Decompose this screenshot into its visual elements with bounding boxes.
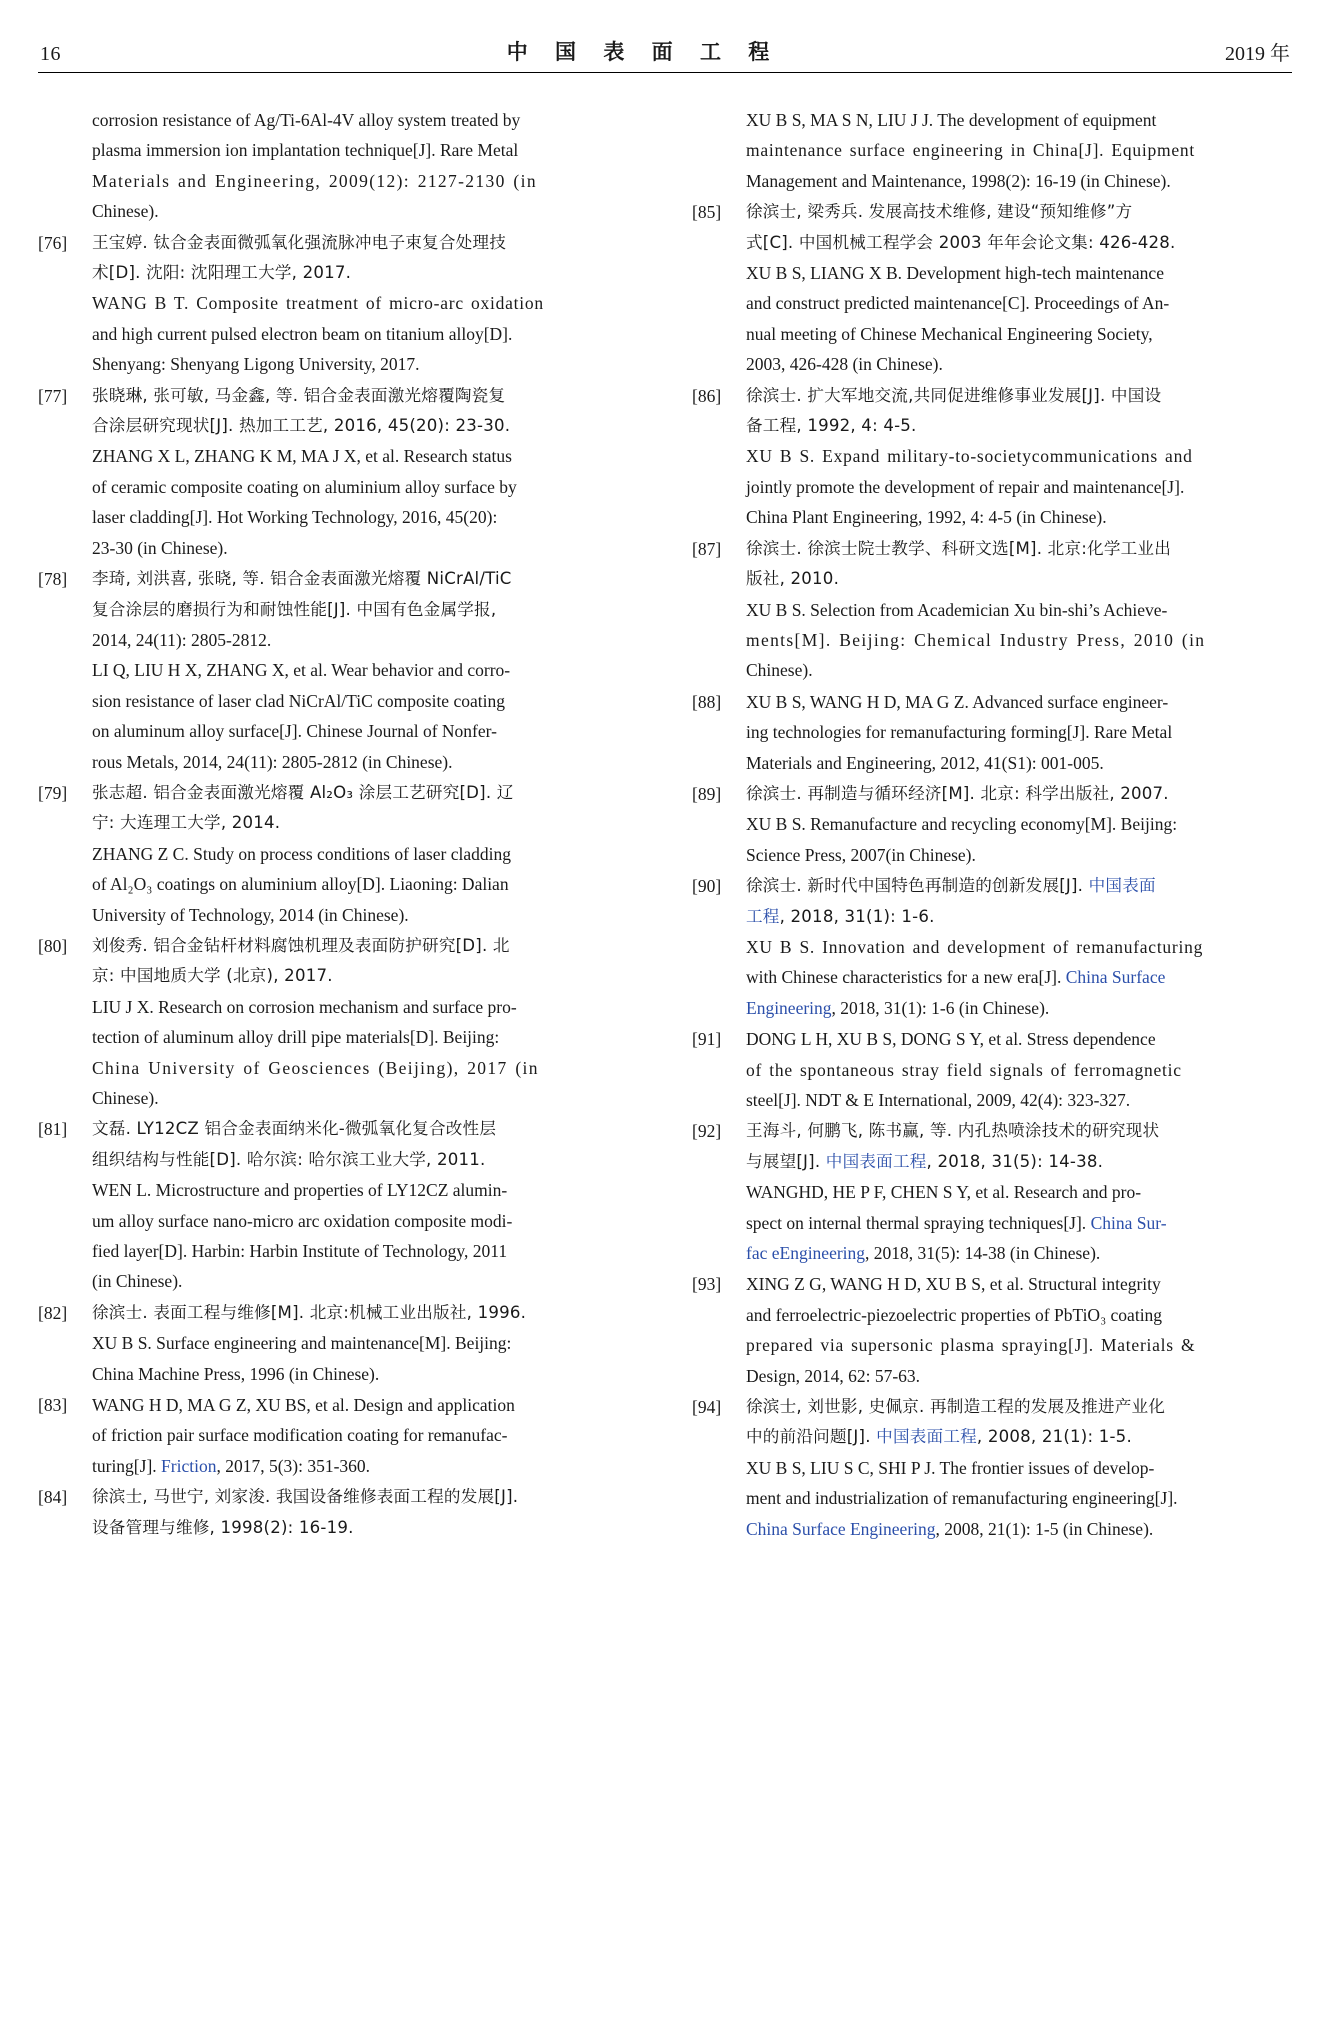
reference-line: ZHANG X L, ZHANG K M, MA J X, et al. Research status [92,446,512,467]
reference-entry [38,931,638,1113]
page-header [40,26,1290,66]
reference-line: 徐滨士, 刘世影, 史佩京. 再制造工程的发展及推进产业化 [746,1397,1166,1417]
reference-line: 京: 中国地质大学 (北京), 2017. [92,966,333,986]
reference-line [746,902,1292,932]
reference-body [92,778,638,930]
reference-line: Management and Maintenance, 1998(2): 16-19 (in Chinese). [746,170,1171,191]
reference-number: [90] [692,876,722,897]
reference-text: , 2017, 5(3): 351-360. [216,1455,371,1476]
reference-line [746,1422,1292,1452]
reference-line: 徐滨士. 表面工程与维修[M]. 北京:机械工业出版社, 1996. [92,1302,527,1322]
reference-line: of friction pair surface modification coating for remanufac- [92,1425,508,1446]
reference-line: XU B S. Expand military-to-societycommunications and [746,446,1193,467]
reference-text: spect on internal thermal spraying techniques[J]. [746,1212,1091,1233]
reference-number: [78] [38,569,68,590]
reference-number: [81] [38,1119,68,1140]
reference-line: and high current pulsed electron beam on titanium alloy[D]. [92,323,513,344]
reference-line: Materials and Engineering, 2012, 41(S1): 001-005. [746,752,1104,773]
reference-line [746,1238,1292,1268]
reference-line: 备工程, 1992, 4: 4-5. [746,416,917,436]
reference-line: fied layer[D]. Harbin: Harbin Institute of Technology, 2011 [92,1241,508,1262]
reference-number: [85] [692,202,722,223]
reference-line: 文磊. LY12CZ 铝合金表面纳米化-微弧氧化复合改性层 [92,1119,497,1139]
reference-line: um alloy surface nano-micro arc oxidation composite modi- [92,1210,513,1231]
right-column [692,105,1292,1999]
reference-line: WANGHD, HE P F, CHEN S Y, et al. Research and pro- [746,1182,1142,1203]
reference-number: [83] [38,1395,68,1416]
reference-line [746,1514,1292,1544]
reference-line: 2014, 24(11): 2805-2812. [92,629,272,650]
reference-number: [76] [38,232,68,253]
reference-line: 式[C]. 中国机械工程学会 2003 年年会论文集: 426-428. [746,232,1176,252]
reference-text: , 2018, 31(1): 1-6 (in Chinese). [831,997,1050,1018]
reference-line: XING Z G, WANG H D, XU B S, et al. Structural integrity [746,1274,1161,1295]
journal-link[interactable]: 中国表面 [1088,876,1156,896]
reference-line: Chinese). [92,1088,159,1108]
reference-text: 徐滨士. 新时代中国特色再制造的创新发展[J]. [746,876,1089,896]
reference-body [746,1116,1292,1268]
reference-line: 李琦, 刘洪喜, 张晓, 等. 铝合金表面激光熔覆 NiCrAl/TiC [92,569,512,589]
reference-number: [80] [38,935,68,956]
reference-number: [77] [38,385,68,406]
reference-line: Chinese). [746,660,813,681]
reference-body [92,381,638,563]
reference-line: Science Press, 2007(in Chinese). [746,844,976,865]
reference-line: (in Chinese). [92,1271,183,1292]
reference-entry [692,1116,1292,1268]
reference-body [746,534,1292,686]
reference-line: 术[D]. 沈阳: 沈阳理工大学, 2017. [92,263,352,283]
reference-line: XU B S. Selection from Academician Xu bin-shi’s Achieve- [746,599,1168,620]
reference-text: 中的前沿问题[J]. [746,1427,877,1447]
reference-entry [38,381,638,563]
reference-line: 23-30 (in Chinese). [92,537,228,558]
reference-entry [692,534,1292,686]
reference-line [746,1208,1292,1238]
journal-link[interactable]: China Surface [1065,967,1166,988]
reference-line: 王宝婷. 钛合金表面微弧氧化强流脉冲电子束复合处理技 [92,232,506,252]
reference-entry [692,687,1292,778]
reference-text: 与展望[J]. [746,1151,826,1171]
reference-body [746,1024,1292,1115]
journal-link[interactable]: 中国表面工程 [876,1427,977,1447]
reference-line: Chinese). [92,201,159,222]
header-divider [38,72,1292,73]
reference-number: [93] [692,1274,722,1295]
reference-line: ments[M]. Beijing: Chemical Industry Press, 2010 (in [746,629,1206,650]
reference-body [92,1390,638,1481]
reference-line: 徐滨士, 梁秀兵. 发展高技术维修, 建设“预知维修”方 [746,202,1133,222]
reference-line: LIU J X. Research on corrosion mechanism and surface pro- [92,996,517,1017]
reference-entry [38,228,638,380]
reference-line: and construct predicted maintenance[C]. Proceedings of An- [746,293,1170,314]
reference-line [746,962,1292,992]
reference-line: steel[J]. NDT & E International, 2009, 42(4): 323-327. [746,1090,1131,1110]
journal-link[interactable]: 工程 [746,906,780,926]
reference-body [92,1114,638,1296]
reference-line: 宁: 大连理工大学, 2014. [92,813,281,833]
reference-text: , 2018, 31(5): 14-38. [926,1151,1104,1171]
reference-number: [91] [692,1029,722,1050]
reference-line: WANG B T. Composite treatment of micro-arc oxidation [92,293,544,314]
reference-text: , 2008, 21(1): 1-5 (in Chinese). [935,1518,1154,1539]
journal-title: 中 国 表 面 工 程 [506,40,780,64]
reference-entry [38,778,638,930]
reference-line: prepared via supersonic plasma spraying[J]. Materials & [746,1335,1196,1356]
reference-body [746,687,1292,778]
reference-line: 徐滨士. 扩大军地交流,共同促进维修事业发展[J]. 中国设 [746,385,1162,405]
reference-entry [692,197,1292,379]
reference-line: of the spontaneous stray field signals of ferromagnetic [746,1059,1182,1080]
reference-line: 设备管理与维修, 1998(2): 16-19. [92,1517,354,1537]
reference-line: XU B S. Innovation and development of remanufacturing [746,936,1204,957]
reference-line: plasma immersion ion implantation technique[J]. Rare Metal [92,140,519,161]
reference-line: 2003, 426-428 (in Chinese). [746,354,943,375]
journal-link[interactable]: Engineering [746,997,832,1018]
reference-line: 张晓琳, 张可敏, 马金鑫, 等. 铝合金表面激光熔覆陶瓷复 [92,385,506,405]
reference-line: Design, 2014, 62: 57-63. [746,1365,921,1386]
reference-entry [692,779,1292,870]
reference-number: [89] [692,783,722,804]
reference-line: 张志超. 铝合金表面激光熔覆 Al₂O₃ 涂层工艺研究[D]. 辽 [92,782,514,802]
reference-body [746,1392,1292,1544]
reference-body [92,1482,638,1543]
left-column [38,105,638,1999]
reference-body [746,779,1292,870]
reference-line: XU B S, LIU S C, SHI P J. The frontier issues of develop- [746,1457,1155,1478]
reference-number: [92] [692,1121,722,1142]
reference-line: of ceramic composite coating on aluminium alloy surface by [92,476,517,497]
journal-link[interactable]: fac eEngineering [746,1243,866,1264]
reference-number: [82] [38,1302,68,1323]
reference-line: WEN L. Microstructure and properties of LY12CZ alumin- [92,1180,508,1201]
reference-number: [79] [38,782,68,803]
reference-line: 版社, 2010. [746,569,840,589]
reference-entry [38,1114,638,1296]
reference-entry [38,1298,638,1389]
reference-text: , 2008, 21(1): 1-5. [976,1427,1132,1447]
reference-line: 刘俊秀. 铝合金钻杆材料腐蚀机理及表面防护研究[D]. 北 [92,935,510,955]
reference-line: of Al₂O₃ coatings on aluminium alloy[D]. Liaoning: Dalian [92,874,509,895]
reference-body [92,228,638,380]
reference-entry [38,105,638,227]
reference-entry [692,381,1292,533]
reference-line: and ferroelectric-piezoelectric properties of PbTiO₃ coating [746,1304,1163,1325]
journal-link[interactable]: 中国表面工程 [825,1151,927,1171]
page-number: 16 [40,43,61,65]
reference-text: , 2018, 31(5): 14-38 (in Chinese). [865,1243,1101,1264]
reference-line: nual meeting of Chinese Mechanical Engineering Society, [746,323,1153,344]
reference-line: ment and industrialization of remanufacturing engineering[J]. [746,1488,1178,1509]
reference-body [92,1298,638,1389]
reference-line: 徐滨士. 再制造与循环经济[M]. 北京: 科学出版社, 2007. [746,783,1169,803]
reference-line: corrosion resistance of Ag/Ti-6Al-4V alloy system treated by [92,110,521,130]
reference-line: China Machine Press, 1996 (in Chinese). [92,1363,380,1384]
reference-columns [38,105,1292,1999]
reference-line: University of Technology, 2014 (in Chinese). [92,904,409,925]
reference-body [746,105,1292,196]
reference-line: jointly promote the development of repair and maintenance[J]. [746,476,1185,497]
reference-line [746,993,1292,1023]
reference-number: [84] [38,1487,68,1508]
reference-line: 徐滨士, 马世宁, 刘家浚. 我国设备维修表面工程的发展[J]. [92,1487,519,1507]
reference-line: ZHANG Z C. Study on process conditions of laser cladding [92,843,511,864]
reference-line: 王海斗, 何鹏飞, 陈书赢, 等. 内孔热喷涂技术的研究现状 [746,1121,1160,1141]
reference-body [746,1269,1292,1391]
reference-number: [94] [692,1397,722,1418]
reference-entry [38,564,638,777]
reference-entry [692,871,1292,1023]
reference-line: XU B S, MA S N, LIU J J. The development of equipment [746,110,1157,130]
reference-entry [38,1482,638,1543]
reference-line: sion resistance of laser clad NiCrAl/TiC composite coating [92,690,505,711]
reference-text: turing[J]. [92,1455,162,1476]
reference-line: 徐滨士. 徐滨士院士教学、科研文选[M]. 北京:化学工业出 [746,538,1172,558]
reference-line: Materials and Engineering, 2009(12): 2127-2130 (in [92,170,537,191]
reference-line: ing technologies for remanufacturing forming[J]. Rare Metal [746,722,1173,743]
reference-line: 复合涂层的磨损行为和耐蚀性能[J]. 中国有色金属学报, [92,599,497,619]
reference-number: [88] [692,691,722,712]
journal-link[interactable]: China Surface Engineering [746,1518,936,1539]
reference-line: DONG L H, XU B S, DONG S Y, et al. Stress dependence [746,1029,1156,1050]
reference-body [746,197,1292,379]
reference-line: China Plant Engineering, 1992, 4: 4-5 (in Chinese). [746,507,1107,528]
reference-body [92,931,638,1113]
reference-line: 合涂层研究现状[J]. 热加工工艺, 2016, 45(20): 23-30. [92,416,511,436]
journal-link[interactable]: China Sur- [1090,1212,1167,1233]
reference-text: , 2018, 31(1): 1-6. [779,906,935,926]
reference-line: XU B S. Remanufacture and recycling economy[M]. Beijing: [746,814,1178,835]
reference-line: tection of aluminum alloy drill pipe materials[D]. Beijing: [92,1027,500,1048]
reference-line: 组织结构与性能[D]. 哈尔滨: 哈尔滨工业大学, 2011. [92,1149,486,1169]
reference-line: on aluminum alloy surface[J]. Chinese Journal of Nonfer- [92,721,497,742]
reference-line: Shenyang: Shenyang Ligong University, 2017. [92,354,420,375]
reference-entry [692,1024,1292,1115]
reference-entry [692,1269,1292,1391]
journal-link[interactable]: Friction [161,1455,217,1476]
reference-body [92,105,638,227]
reference-entry [692,105,1292,196]
reference-body [746,381,1292,533]
reference-line: China University of Geosciences (Beijing), 2017 (in [92,1057,539,1078]
reference-number: [87] [692,538,722,559]
reference-line: XU B S, LIANG X B. Development high-tech maintenance [746,263,1164,284]
reference-line: laser cladding[J]. Hot Working Technology, 2016, 45(20): [92,507,498,528]
reference-line: LI Q, LIU H X, ZHANG X, et al. Wear behavior and corro- [92,660,511,681]
reference-line [746,1147,1292,1177]
reference-line: rous Metals, 2014, 24(11): 2805-2812 (in Chinese). [92,751,453,772]
reference-line [92,1451,638,1481]
reference-entry [692,1392,1292,1544]
reference-line: XU B S, WANG H D, MA G Z. Advanced surface engineer- [746,691,1169,712]
reference-text: with Chinese characteristics for a new era[J]. [746,967,1066,988]
reference-line: maintenance surface engineering in China[J]. Equipment [746,140,1195,161]
reference-body [92,564,638,777]
reference-line [746,871,1292,901]
reference-body [746,871,1292,1023]
reference-entry [38,1390,638,1481]
publication-year: 2019 年 [1225,43,1290,65]
reference-line: WANG H D, MA G Z, XU BS, et al. Design and application [92,1395,515,1416]
reference-line: XU B S. Surface engineering and maintenance[M]. Beijing: [92,1333,512,1354]
reference-number: [86] [692,385,722,406]
